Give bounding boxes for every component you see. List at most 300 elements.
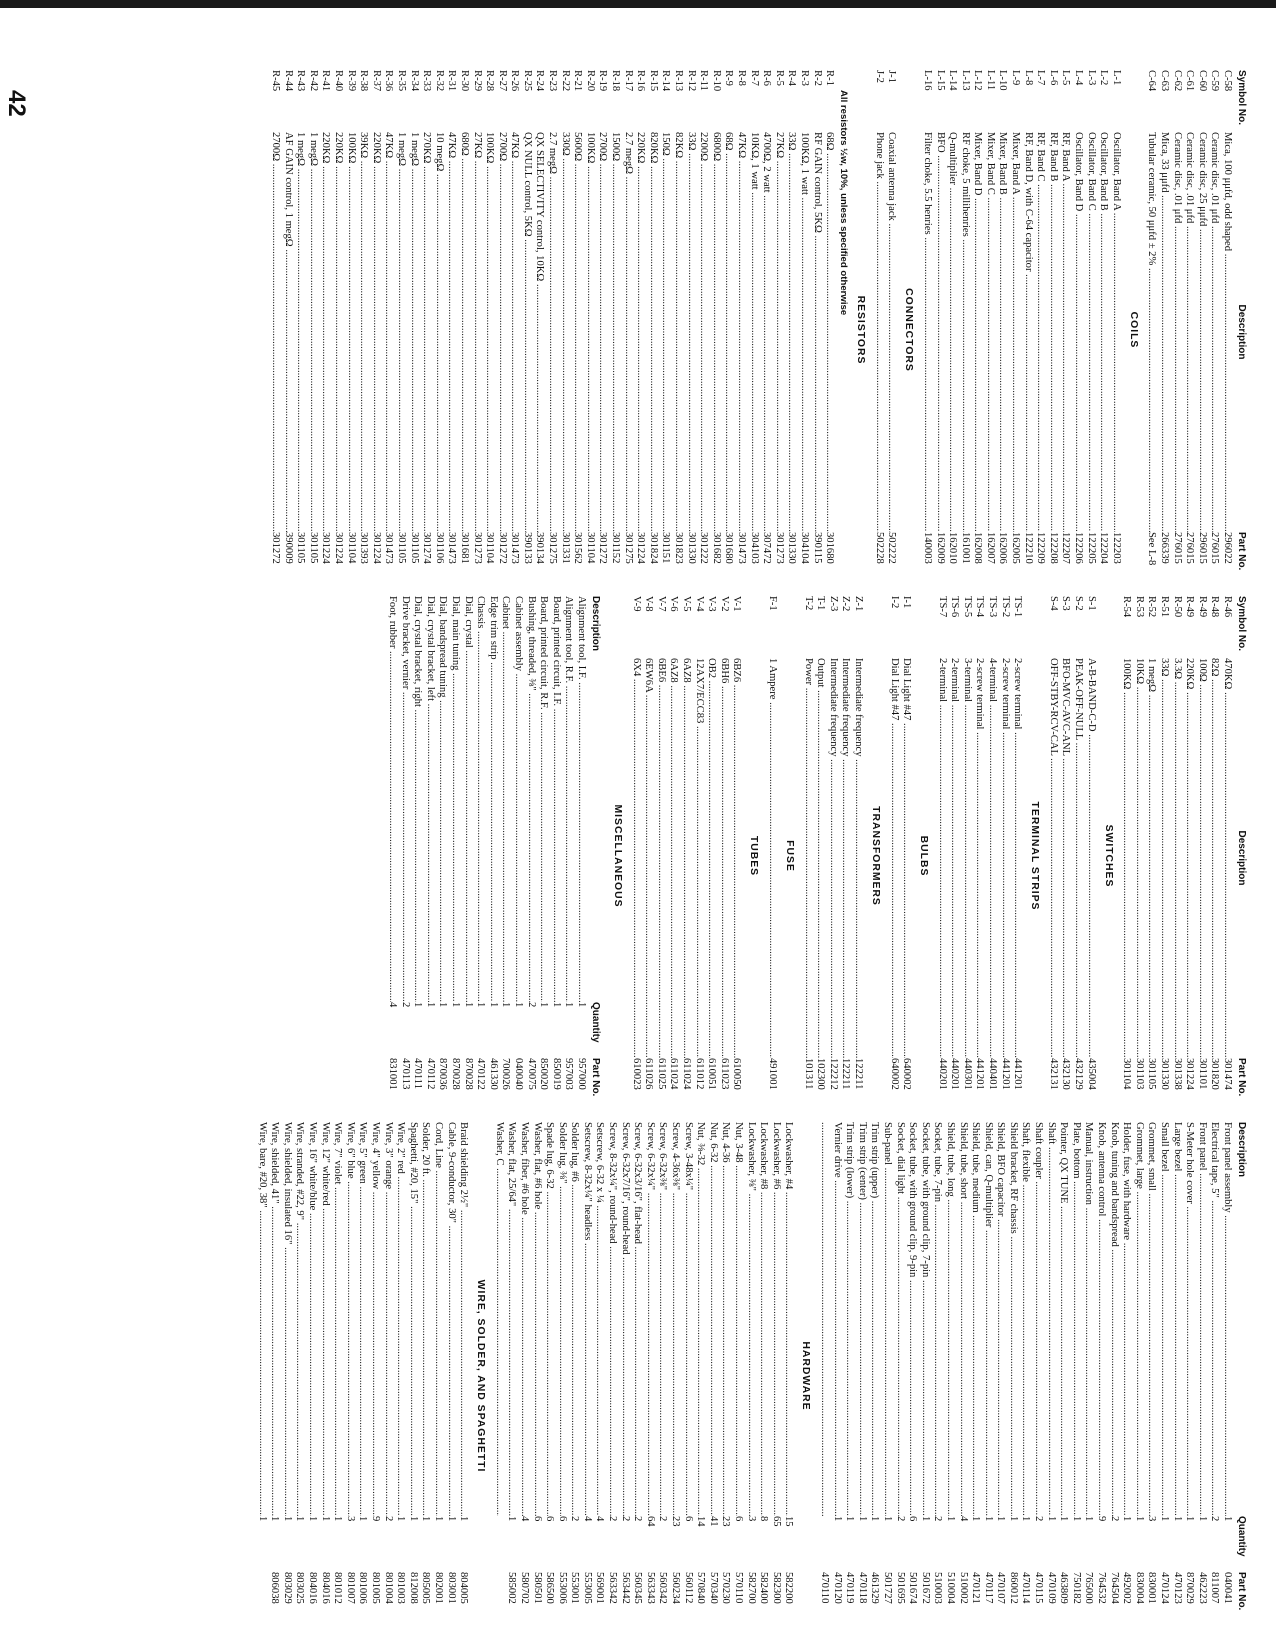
item-quantity: 6 — [682, 1516, 694, 1522]
list-item — [843, 1122, 856, 1630]
item-part-number: 764532 — [1096, 1572, 1108, 1604]
item-part-number: 610050 — [731, 1058, 743, 1090]
item-description: 6800Ω ..... — [709, 132, 722, 532]
list-item — [517, 1122, 530, 1630]
item-description: 68Ω ..... — [823, 132, 836, 532]
list-item — [1145, 70, 1158, 590]
section-title-coils: COILS — [1127, 311, 1139, 349]
list-item — [618, 1122, 631, 1630]
item-description: Ceramic disc, 25 μμfd ..... — [1195, 132, 1208, 532]
item-part-number: 441201 — [974, 1058, 986, 1090]
item-description: Bushing, threaded, ⅜" ..... — [524, 596, 537, 1002]
item-description: Dial, main tuning ..... — [449, 596, 462, 1002]
item-symbol: C-61 — [1184, 70, 1196, 92]
item-part-number: 276015 — [1171, 532, 1183, 564]
item-symbol: S-4 — [1047, 596, 1059, 611]
item-description: Chassis ..... — [474, 596, 487, 1002]
item-quantity: 1 — [437, 1002, 449, 1008]
item-part-number: 831001 — [387, 1058, 399, 1090]
list-item — [398, 596, 411, 1116]
item-part-number: 276015 — [1209, 532, 1221, 564]
item-part-number: 040041 — [1222, 1572, 1233, 1604]
list-item — [505, 1122, 518, 1630]
item-description: 33Ω ..... — [684, 132, 697, 532]
item-part-number: 301474 — [1222, 1058, 1233, 1090]
item-description: Board, printed circuit, I.F. ..... — [549, 596, 562, 1002]
item-description: 100Ω ..... — [1195, 658, 1208, 1058]
item-part-number: 611023 — [718, 1058, 730, 1090]
item-part-number: 301224 — [370, 532, 382, 564]
list-item — [722, 70, 735, 590]
item-description: Washer, flat, 25/64" ..... — [505, 1122, 518, 1516]
item-description: Socket, tube, 7-pin ..... — [931, 1122, 944, 1516]
list-item — [1032, 1122, 1045, 1630]
item-description: Tubular ceramic, 50 μμfd ± 2% ..... — [1145, 132, 1158, 532]
item-symbol: R-25 — [521, 70, 533, 92]
item-part-number: 570840 — [695, 1572, 707, 1604]
item-part-number: 301106 — [433, 532, 445, 564]
item-description: Wire, 12" white/red ..... — [318, 1122, 331, 1516]
item-symbol: R-35 — [395, 70, 407, 92]
item-description: Washer, fiber, #6 hole ..... — [517, 1122, 530, 1516]
item-part-number: 586500 — [544, 1572, 556, 1604]
item-quantity: 1 — [1045, 1516, 1057, 1522]
item-symbol: L-3 — [1085, 70, 1097, 86]
item-part-number: See L-8 — [1146, 532, 1158, 566]
item-symbol: R-54 — [1121, 596, 1133, 618]
list-item — [483, 70, 496, 590]
item-quantity: 2 — [1033, 1516, 1045, 1522]
transformer-list — [801, 596, 864, 1116]
item-part-number: 301152 — [610, 532, 622, 564]
list-item — [608, 70, 621, 590]
item-part-number: 801003 — [395, 1572, 407, 1604]
item-symbol: C-58 — [1222, 70, 1233, 92]
list-item — [268, 70, 281, 590]
item-description: Ceramic disc, .01 μfd ..... — [1208, 132, 1221, 532]
item-part-number: 122211 — [840, 1058, 852, 1090]
item-symbol: R-32 — [433, 70, 445, 92]
item-description: 2200Ω ..... — [697, 132, 710, 532]
list-item — [457, 1122, 470, 1630]
item-symbol: C-62 — [1171, 70, 1183, 92]
list-item — [1097, 70, 1110, 590]
item-symbol: S-1 — [1085, 596, 1097, 611]
list-item — [1183, 596, 1196, 1116]
list-item — [596, 70, 609, 590]
list-item — [1006, 1122, 1019, 1630]
item-description: BFO-MVC-AVC-ANL ..... — [1059, 658, 1072, 1058]
list-item — [305, 1122, 318, 1630]
item-quantity: 3 — [745, 1516, 757, 1522]
item-part-number: 296022 — [1222, 532, 1233, 564]
part-header: Part No. — [1236, 1572, 1247, 1611]
list-item — [981, 1122, 994, 1630]
list-item — [709, 70, 722, 590]
item-quantity: 1 — [487, 1002, 499, 1008]
item-part-number: 301104 — [484, 532, 496, 564]
column-1 — [37, 70, 1252, 590]
list-item — [543, 1122, 556, 1630]
item-description: 47KΩ ..... — [508, 132, 521, 532]
item-description: Large bezel ..... — [1170, 1122, 1183, 1516]
item-description: Dial, crystal ..... — [461, 596, 474, 1002]
item-quantity: 1 — [982, 1516, 994, 1522]
column-3 — [37, 1122, 1252, 1630]
item-quantity: 1 — [944, 1516, 956, 1522]
item-quantity: 2 — [382, 1516, 394, 1522]
item-symbol: L-15 — [934, 70, 946, 91]
item-description: S-Meter hole cover ..... — [1183, 1122, 1196, 1516]
list-item — [571, 70, 584, 590]
item-part-number: 582300 — [770, 1572, 782, 1604]
item-description: Wire, 4" yellow ..... — [368, 1122, 381, 1516]
hardware-list — [492, 1122, 794, 1630]
item-description: 220KΩ ..... — [1183, 658, 1196, 1058]
item-description: 68Ω ..... — [722, 132, 735, 532]
item-part-number: 122203 — [1110, 532, 1122, 564]
item-description: 27KΩ ..... — [772, 132, 785, 532]
item-description: Power ..... — [801, 658, 814, 1058]
item-description: Solder lug, ⅜" ..... — [555, 1122, 568, 1516]
item-description: Spaghetti, #20, 15" ..... — [406, 1122, 419, 1516]
item-part-number: 301330 — [786, 532, 798, 564]
item-description: Electrical tape, 5" ..... — [1208, 1122, 1221, 1516]
list-item — [343, 1122, 356, 1630]
item-part-number: 501672 — [919, 1572, 931, 1604]
list-item — [1071, 70, 1084, 590]
item-part-number: 304103 — [748, 532, 760, 564]
item-part-number: 502228 — [873, 532, 885, 564]
list-item — [593, 1122, 606, 1630]
list-item — [1183, 70, 1196, 590]
item-part-number: 440201 — [949, 1058, 961, 1090]
list-item — [734, 70, 747, 590]
item-description: Wire, 5" green ..... — [356, 1122, 369, 1516]
item-part-number: 122204 — [1098, 532, 1110, 564]
item-part-number: 301275 — [622, 532, 634, 564]
list-item — [1208, 70, 1221, 590]
item-quantity: 6 — [544, 1516, 556, 1522]
item-description: QX SELECTIVITY control, 10KΩ ..... — [533, 132, 546, 532]
item-quantity: 1 — [1171, 1516, 1183, 1522]
item-part-number: 301101 — [1196, 1058, 1208, 1090]
item-description: Alignment tool, R.F. ..... — [562, 596, 575, 1002]
list-item — [1120, 1122, 1133, 1630]
item-symbol: R-39 — [345, 70, 357, 92]
item-symbol: R-46 — [1222, 596, 1233, 618]
item-symbol: R-37 — [370, 70, 382, 92]
item-quantity: 1 — [458, 1516, 470, 1522]
list-item — [495, 70, 508, 590]
item-symbol: V-1 — [731, 596, 743, 612]
item-part-number: 301273 — [471, 532, 483, 564]
list-item — [1145, 1122, 1158, 1630]
item-part-number: 122210 — [1022, 532, 1034, 564]
item-part-number: 162006 — [997, 532, 1009, 564]
item-quantity: 1 — [294, 1516, 306, 1522]
item-part-number: 610023 — [630, 1058, 642, 1090]
item-part-number: 301473 — [383, 532, 395, 564]
item-description: Vernier drive ..... — [830, 1122, 843, 1516]
list-item — [814, 596, 827, 1116]
item-symbol: C-60 — [1196, 70, 1208, 92]
item-part-number: 301272 — [597, 532, 609, 564]
item-part-number: 470117 — [982, 1572, 994, 1604]
item-quantity: 1 — [332, 1516, 344, 1522]
item-part-number: 122206 — [1073, 532, 1085, 564]
item-symbol: R-43 — [295, 70, 307, 92]
item-symbol: L-5 — [1060, 70, 1072, 86]
item-quantity: 1 — [869, 1516, 881, 1522]
item-description: 5600Ω ..... — [571, 132, 584, 532]
item-part-number: 764504 — [1108, 1572, 1120, 1604]
item-part-number: 801004 — [382, 1572, 394, 1604]
item-part-number: 803001 — [445, 1572, 457, 1604]
item-part-number: 122205 — [1085, 532, 1097, 564]
item-description: Intermediate frequency ..... — [851, 658, 864, 1058]
item-quantity: 1 — [881, 1516, 893, 1522]
capacitor-list — [1145, 70, 1233, 590]
item-description: OB2 ..... — [705, 658, 718, 1058]
item-part-number: 470112 — [424, 1058, 436, 1090]
item-description: 39KΩ ..... — [357, 132, 370, 532]
item-description: Spade lug, 6-32 ..... — [543, 1122, 556, 1516]
item-quantity: 1 — [513, 1002, 525, 1008]
item-quantity: 1 — [407, 1516, 419, 1522]
item-quantity: 1 — [395, 1516, 407, 1522]
list-item — [511, 596, 524, 1116]
list-item — [1195, 1122, 1208, 1630]
item-description: 4700Ω, 2 watt ..... — [760, 132, 773, 532]
item-quantity: 2 — [569, 1516, 581, 1522]
item-quantity: 1 — [281, 1516, 293, 1522]
item-description: Board, printed circuit, R.F. ..... — [537, 596, 550, 1002]
item-symbol: R-19 — [597, 70, 609, 92]
item-symbol: V-9 — [630, 596, 642, 612]
item-quantity: 1 — [307, 1516, 319, 1522]
list-item — [280, 1122, 293, 1630]
item-part-number: 957003 — [563, 1058, 575, 1090]
item-part-number: 307472 — [761, 532, 773, 564]
item-part-number: 461329 — [869, 1572, 881, 1604]
item-quantity: 1 — [856, 1516, 868, 1522]
tube-list — [629, 596, 742, 1116]
list-item — [1059, 596, 1072, 1116]
list-item — [1220, 596, 1233, 1116]
part-header: Part No. — [1236, 532, 1247, 571]
item-symbol: R-44 — [282, 70, 294, 92]
item-part-number: 582700 — [745, 1572, 757, 1604]
list-item — [851, 596, 864, 1116]
item-quantity: 2 — [1108, 1516, 1120, 1522]
item-symbol: R-52 — [1146, 596, 1158, 618]
item-part-number: 390134 — [534, 532, 546, 564]
list-item — [386, 596, 399, 1116]
list-item — [1034, 70, 1047, 590]
item-quantity: 1 — [995, 1516, 1007, 1522]
item-symbol: R-34 — [408, 70, 420, 92]
list-item — [668, 1122, 681, 1630]
item-part-number: 510003 — [932, 1572, 944, 1604]
item-description: Grommet, large ..... — [1132, 1122, 1145, 1516]
item-quantity: 1 — [420, 1516, 432, 1522]
item-quantity: 2 — [932, 1516, 944, 1522]
item-description: Shaft ..... — [1044, 1122, 1057, 1516]
list-item — [1132, 1122, 1145, 1630]
item-description: 10 megΩ ..... — [432, 132, 445, 532]
item-description: 1 megΩ ..... — [306, 132, 319, 532]
list-item — [769, 1122, 782, 1630]
section-title-resistors: RESISTORS — [855, 295, 867, 365]
item-description: Knob, tuning and bandspread ..... — [1107, 1122, 1120, 1516]
coil-list — [920, 70, 1122, 590]
item-part-number: 301103 — [1133, 1058, 1145, 1090]
item-part-number: 870036 — [437, 1058, 449, 1090]
list-item — [1011, 596, 1024, 1116]
item-part-number: 301681 — [458, 532, 470, 564]
section-title-terminal-strips: TERMINAL STRIPS — [1029, 801, 1041, 911]
item-description: 2-screw terminal ..... — [973, 658, 986, 1058]
item-quantity: 4 — [957, 1516, 969, 1522]
item-symbol: TS-1 — [1012, 596, 1024, 618]
section-title-switches: SWITCHES — [1102, 824, 1114, 888]
item-description: 2-screw terminal ..... — [998, 658, 1011, 1058]
list-item — [368, 1122, 381, 1630]
item-symbol: R-8 — [736, 70, 747, 86]
item-symbol: R-40 — [333, 70, 344, 92]
list-item — [969, 1122, 982, 1630]
item-part-number: 582400 — [758, 1572, 770, 1604]
list-item — [855, 1122, 868, 1630]
list-item — [449, 596, 462, 1116]
item-description: 100KΩ ..... — [1120, 658, 1133, 1058]
item-part-number: 570230 — [720, 1572, 732, 1604]
item-description: 820KΩ ..... — [646, 132, 659, 532]
item-description: Washer, C ..... — [492, 1122, 505, 1516]
item-description: 100KΩ, 1 watt ..... — [797, 132, 810, 532]
item-description: Grommet, small ..... — [1145, 1122, 1158, 1516]
item-description: 2.7 megΩ ..... — [621, 132, 634, 532]
item-part-number: 560112 — [682, 1572, 694, 1604]
item-description: 2-terminal ..... — [935, 658, 948, 1058]
list-item — [369, 70, 382, 590]
list-item — [420, 70, 433, 590]
item-description: Screw, 6-32x⅜" ..... — [656, 1122, 669, 1516]
list-item — [935, 596, 948, 1116]
symbol-header: Symbol No. — [1236, 70, 1247, 126]
item-symbol: L-12 — [972, 70, 984, 91]
list-item — [801, 596, 814, 1116]
item-part-number: 162005 — [1010, 532, 1022, 564]
item-symbol: T-1 — [815, 596, 827, 611]
list-item — [885, 70, 898, 590]
item-description: Screw, 6-32x¼" ..... — [643, 1122, 656, 1516]
item-symbol: R-3 — [798, 70, 810, 86]
description-header: Description — [1236, 1122, 1247, 1178]
list-item — [537, 596, 550, 1116]
list-item — [646, 70, 659, 590]
list-item — [1021, 70, 1034, 590]
item-description: A-B-BAND-C-D ..... — [1084, 658, 1097, 1058]
item-description: Dial, bandspread tuning ..... — [436, 596, 449, 1002]
item-quantity: 64 — [644, 1516, 656, 1527]
list-item — [394, 70, 407, 590]
item-part-number: 750182 — [1070, 1572, 1082, 1604]
item-part-number: 301680 — [824, 532, 836, 564]
item-description: Dial Light #47 ..... — [900, 658, 913, 1058]
item-quantity: 1 — [412, 1002, 424, 1008]
item-part-number: 301151 — [660, 532, 672, 564]
item-quantity: 1 — [1058, 1516, 1070, 1522]
item-symbol: TS-2 — [999, 596, 1011, 618]
item-symbol: R-50 — [1171, 596, 1183, 618]
item-description: QX NULL control, 5KΩ ..... — [520, 132, 533, 532]
item-symbol: R-9 — [723, 70, 735, 86]
item-part-number: 301272 — [496, 532, 508, 564]
list-item — [667, 596, 680, 1116]
item-symbol: L-4 — [1073, 70, 1085, 86]
item-part-number: 563442 — [619, 1572, 631, 1604]
misc-list — [386, 596, 588, 1116]
item-description: RF, Band C ..... — [1034, 132, 1047, 532]
item-part-number: 301224 — [635, 532, 647, 564]
item-symbol: R-33 — [421, 70, 433, 92]
list-item — [508, 70, 521, 590]
item-symbol: R-24 — [534, 70, 546, 92]
section-title-wire: WIRE, SOLDER, AND SPAGHETTI — [475, 1279, 487, 1473]
item-part-number: 301224 — [333, 532, 344, 564]
item-part-number: 570110 — [733, 1572, 745, 1604]
list-item — [357, 70, 370, 590]
item-part-number: 563343 — [644, 1572, 656, 1604]
list-item — [744, 1122, 757, 1630]
item-description: Foot, rubber ..... — [386, 596, 399, 1002]
column-header — [1236, 70, 1252, 590]
list-item — [423, 596, 436, 1116]
list-item — [823, 70, 836, 590]
item-part-number: 161001 — [959, 532, 971, 564]
column-header — [1236, 596, 1252, 1116]
item-description: Screw, 4-36x⅜" ..... — [668, 1122, 681, 1516]
list-item — [971, 70, 984, 590]
item-part-number: 801012 — [332, 1572, 344, 1604]
item-part-number: 470075 — [525, 1058, 537, 1090]
item-description: Wire, shielded, insulated 16" ..... — [280, 1122, 293, 1516]
item-symbol: R-22 — [559, 70, 571, 92]
item-part-number: 301105 — [395, 532, 407, 564]
list-item — [1145, 596, 1158, 1116]
item-symbol: L-14 — [947, 70, 959, 91]
list-item — [697, 70, 710, 590]
item-part-number: 560342 — [657, 1572, 669, 1604]
item-description: Oscillator, Band B ..... — [1097, 132, 1110, 532]
list-item — [785, 70, 798, 590]
item-description: Braid shielding 2½" ..... — [457, 1122, 470, 1516]
item-quantity: 6 — [556, 1516, 568, 1522]
item-quantity: 1 — [563, 1002, 575, 1008]
item-description: 47KΩ ..... — [734, 132, 747, 532]
item-symbol: R-13 — [673, 70, 685, 92]
item-description: Front panel ..... — [1195, 1122, 1208, 1516]
list-item — [868, 1122, 881, 1630]
list-item — [356, 1122, 369, 1630]
item-description: Wire, bare, #20, 38" ..... — [255, 1122, 268, 1516]
item-part-number: 301222 — [698, 532, 710, 564]
item-quantity: 2 — [619, 1516, 631, 1522]
item-symbol: C-64 — [1146, 70, 1158, 92]
list-item — [492, 1122, 505, 1630]
